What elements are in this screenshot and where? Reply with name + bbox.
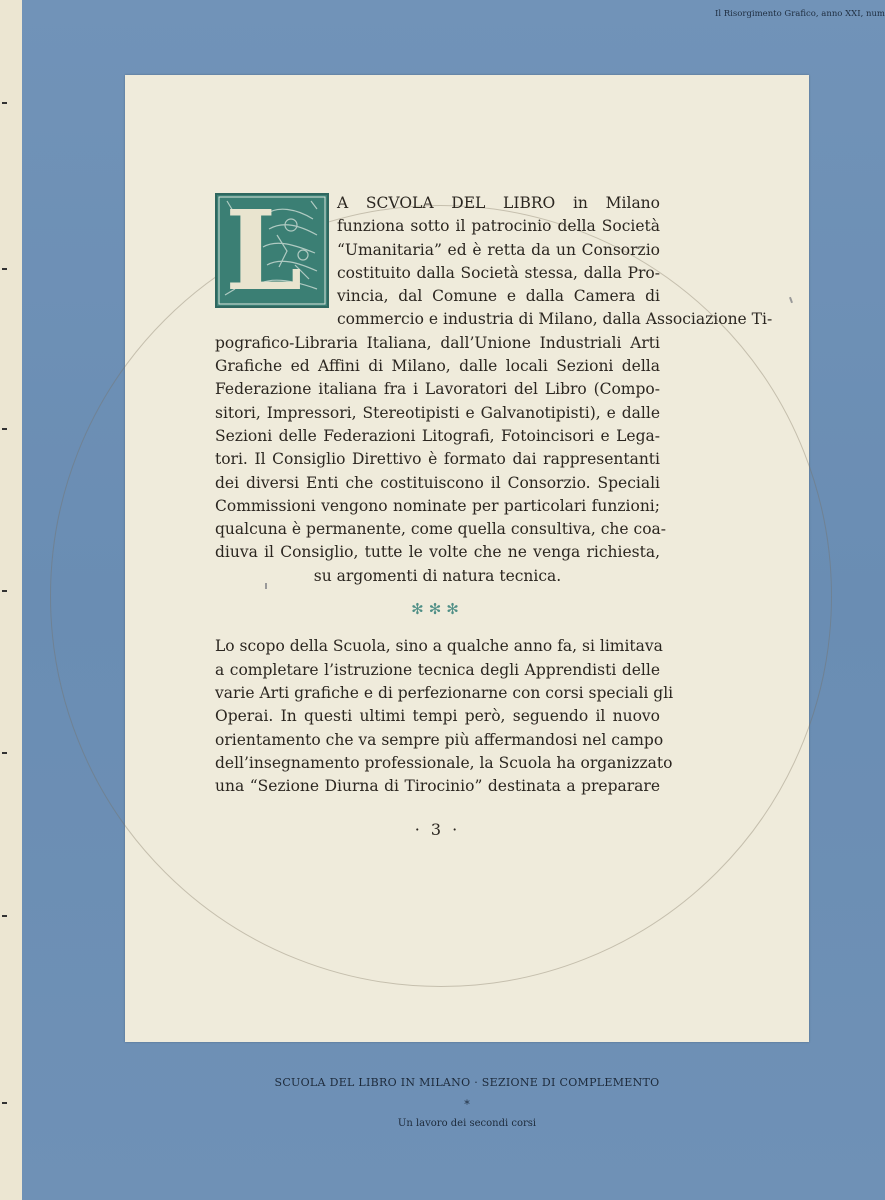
text-line: varie Arti grafiche e di perfezionarne con corsi speciali gli [215, 683, 674, 702]
strip-mark [2, 268, 7, 270]
text-line: diuva il Consiglio, tutte le volte che ne venga richiesta, [215, 543, 660, 562]
plate-caption: SCUOLA DEL LIBRO IN MILANO · SEZIONE DI COMPLEMENTO [274, 1076, 660, 1089]
text-line: Operai. In questi ultimi tempi però, seguendo il nuovo [215, 707, 660, 726]
text-line: Federazione italiana fra i Lavoratori del Libro (Compo- [215, 380, 660, 399]
asterism-divider: ✻✻✻ [411, 600, 464, 619]
strip-mark [2, 1102, 7, 1104]
illuminated-initial [215, 186, 329, 315]
running-caption: Il Risorgimento Grafico, anno XXI, num [715, 9, 885, 19]
text-line: Sezioni delle Federazioni Litografi, Fotoincisori e Lega- [215, 426, 660, 445]
strip-mark [2, 102, 7, 104]
article-body [215, 186, 773, 842]
text-line: Commissioni vengono nominate per particolari funzioni; [215, 496, 660, 515]
text-line: una “Sezione Diurna di Tirocinio” destinata a preparare [215, 777, 660, 796]
text-line: dell’insegnamento professionale, la Scuola ha organizzato [215, 753, 673, 772]
strip-mark [2, 915, 7, 917]
text-line: vincia, dal Comune e dalla Camera di [337, 287, 660, 306]
text-line: A SCVOLA DEL LIBRO in Milano [337, 194, 660, 212]
text-line: orientamento che va sempre più affermandosi nel campo [215, 730, 664, 749]
text-line: “Umanitaria” ed è retta da un Consorzio [337, 240, 660, 259]
left-paper-strip [0, 0, 23, 1200]
text-line: dei diversi Enti che costituiscono il Consorzio. Speciali [215, 473, 660, 492]
text-line-centered: su argomenti di natura tecnica. [313, 566, 562, 585]
strip-mark [2, 590, 7, 592]
text-line: commercio e industria di Milano, dalla Associazione Ti- [337, 310, 773, 329]
text-line: qualcuna è permanente, come quella consultiva, che coa- [215, 520, 667, 539]
strip-mark [2, 752, 7, 754]
dropcap-letter: L [225, 186, 303, 315]
text-line: a completare l’istruzione tecnica degli Apprendisti delle [215, 660, 660, 679]
plate-subcaption: Un lavoro dei secondi corsi [397, 1118, 537, 1129]
text-line: Lo scopo della Scuola, sino a qualche anno fa, si limitava [215, 637, 663, 656]
text-line: costituito dalla Società stessa, dalla Pro- [337, 263, 660, 282]
printed-sheet [125, 75, 809, 1042]
text-line: sitori, Impressori, Stereotipisti e Galvanotipisti), e dalle [215, 403, 660, 422]
caption-star: * [464, 1098, 470, 1111]
text-line: tori. Il Consiglio Direttivo è formato dai rappresentanti [215, 450, 660, 469]
strip-mark [2, 428, 7, 430]
page-number: · 3 · [414, 820, 461, 840]
text-line: Grafiche ed Affini di Milano, dalle locali Sezioni della [215, 357, 660, 376]
text-line: pografico-Libraria Italiana, dall’Unione Industriali Arti [215, 333, 660, 352]
text-line: funziona sotto il patrocinio della Società [337, 217, 660, 236]
paper-speck [789, 297, 793, 303]
